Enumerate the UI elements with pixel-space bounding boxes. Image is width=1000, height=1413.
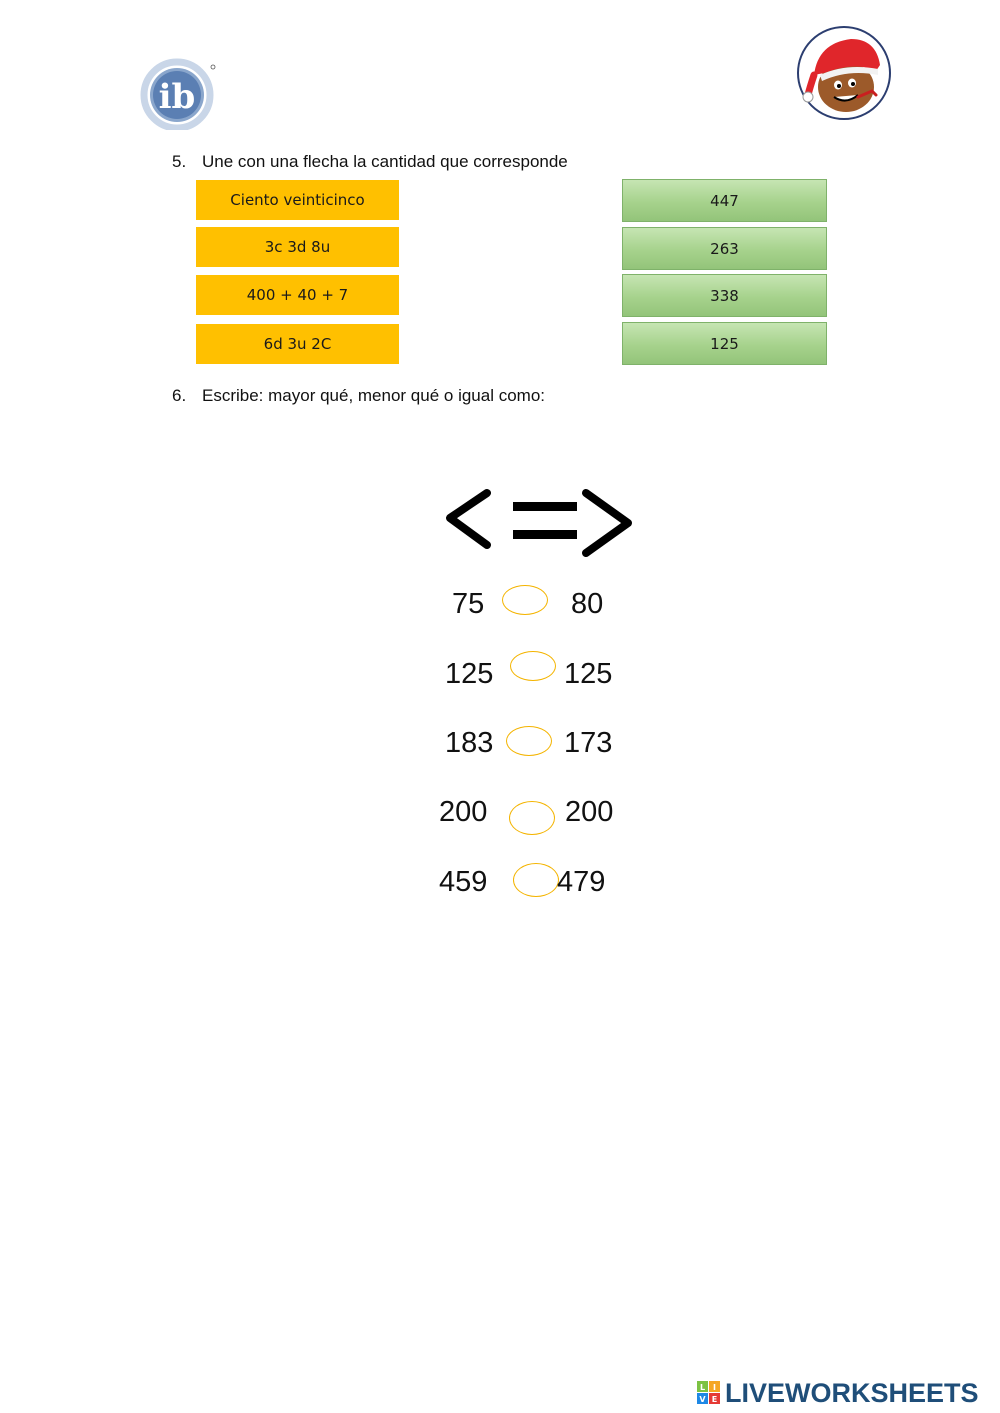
liveworksheets-logo (697, 1378, 997, 1408)
row-1-answer-oval[interactable] (502, 585, 548, 615)
left-option-1[interactable]: Ciento veinticinco (196, 180, 399, 220)
comparison-symbols (440, 485, 640, 560)
row-2-answer-oval[interactable] (510, 651, 556, 681)
row-4-answer-oval[interactable] (509, 801, 555, 835)
svg-text:E: E (711, 1395, 718, 1404)
less-than-icon (450, 493, 487, 545)
row-1-right-number: 80 (571, 588, 604, 620)
row-2-right-number: 125 (564, 658, 613, 690)
svg-text:I: I (713, 1383, 716, 1392)
question-6-heading (172, 386, 545, 406)
right-option-3[interactable]: 338 (622, 274, 827, 317)
svg-text:L: L (699, 1383, 706, 1392)
mascot-face-icon (796, 25, 892, 121)
right-option-4[interactable]: 125 (622, 322, 827, 365)
question-6-text: Escribe: mayor qué, menor qué o igual como: (202, 386, 546, 405)
left-option-2[interactable]: 3c 3d 8u (196, 227, 399, 267)
right-option-1[interactable]: 447 (622, 179, 827, 222)
greater-than-icon (586, 493, 628, 553)
row-5-left-number: 459 (439, 866, 488, 898)
row-1-left-number: 75 (452, 588, 485, 620)
row-5-right-number: 479 (557, 866, 606, 898)
ib-logo (140, 58, 218, 130)
svg-text:V: V (699, 1395, 706, 1404)
question-5-text: Une con una flecha la cantidad que corresponde (202, 152, 568, 171)
row-3-right-number: 173 (564, 727, 613, 759)
row-3-left-number: 183 (445, 727, 494, 759)
liveworksheets-badge-icon (697, 1381, 721, 1405)
row-5-answer-oval[interactable] (513, 863, 559, 897)
question-6-number: 6. (172, 386, 187, 405)
right-option-2[interactable]: 263 (622, 227, 827, 270)
row-3-answer-oval[interactable] (506, 726, 552, 756)
row-4-left-number: 200 (439, 796, 488, 828)
row-4-right-number: 200 (565, 796, 614, 828)
question-5-number: 5. (172, 152, 187, 171)
row-2-left-number: 125 (445, 658, 494, 690)
question-5-heading (172, 152, 568, 172)
svg-text:ib: ib (158, 77, 196, 117)
liveworksheets-wordmark: LIVEWORKSHEETS (725, 1377, 979, 1408)
left-option-3[interactable]: 400 + 40 + 7 (196, 275, 399, 315)
left-option-4[interactable]: 6d 3u 2C (196, 324, 399, 364)
equals-icon (513, 502, 577, 539)
